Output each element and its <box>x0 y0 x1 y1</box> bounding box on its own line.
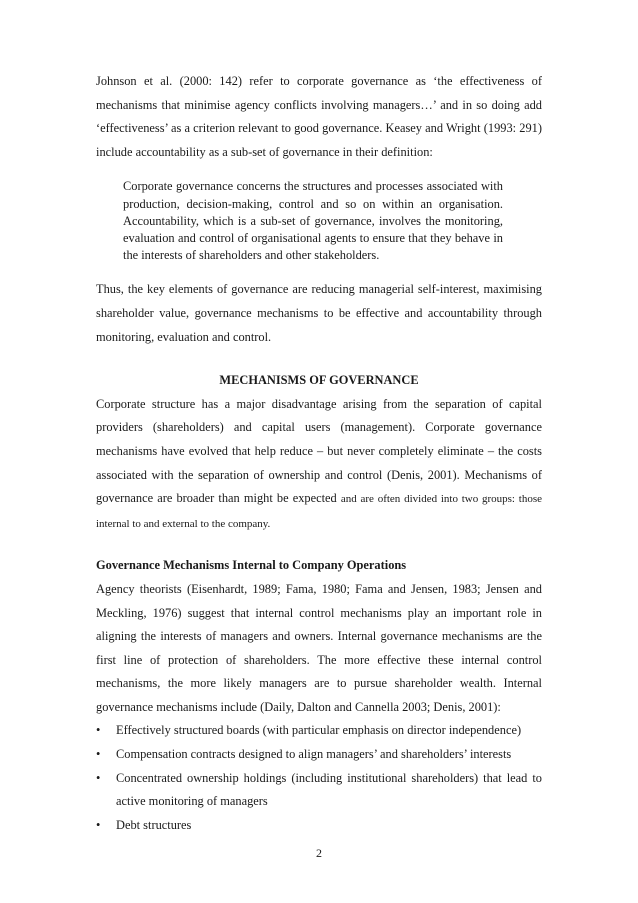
subsection-paragraph: Agency theorists (Eisenhardt, 1989; Fama, 1980; Fama and Jensen, 1983; Jensen and Meckling, 1976) suggest that internal control mechanisms play an important role in aligning the interests of managers and owners. Internal governance mechanisms are the first line of protection of shareholders. The more effective these internal control mechanisms, the more likely managers are to pursue shareholder wealth. Internal governance mechanisms include (Daily, Dalton and Cannella 2003; Denis, 2001): <box>96 581 542 714</box>
list-item-text: Compensation contracts designed to align managers’ and shareholders’ interests <box>116 747 512 762</box>
subsection-heading: Governance Mechanisms Internal to Company Operations <box>96 558 407 573</box>
section-heading: MECHANISMS OF GOVERNANCE <box>219 373 419 388</box>
intro-paragraph: Johnson et al. (2000: 142) refer to corporate governance as ‘the effectiveness of mechanisms that minimise agency conflicts involving managers…’ and in so doing add ‘effectiveness’ as a criterion relevant to good governance. Keasey and Wright (1993: 291) include accountability as a sub-set of governance in their definition: <box>96 74 542 159</box>
bullet-icon: • <box>96 770 101 785</box>
document-page <box>96 70 542 837</box>
section-paragraph <box>96 393 542 537</box>
bullet-icon: • <box>96 723 101 738</box>
list-item <box>96 814 542 838</box>
bullet-icon: • <box>96 817 101 832</box>
section-paragraph-main: Corporate structure has a major disadvantage arising from the separation of capital providers (shareholders) and capital users (management). Corporate governance mechanisms have evolved that help reduce – but never completely eliminate – the costs associated with the separation of ownership and control (Denis, 2001). Mechanisms of governance are broader than might be expected <box>96 396 542 506</box>
bullet-icon: • <box>96 747 101 762</box>
summary-paragraph: Thus, the key elements of governance are reducing managerial self-interest, maximising shareholder value, governance mechanisms to be effective and accountability through monitoring, evaluation and control. <box>96 282 542 344</box>
block-quote: Corporate governance concerns the structures and processes associated with production, decision-making, control and so on within an organisation. Accountability, which is a sub-set of governance, involves the monitoring, evaluation and control of organisational agents to ensure that they behave in the interests of shareholders and other stakeholders. <box>123 179 503 263</box>
page-number: 2 <box>316 846 322 860</box>
list-item-text: Debt structures <box>116 817 192 832</box>
section-paragraph-tail: and are often divided into two groups: those internal to and external to the company. <box>96 493 542 530</box>
mechanisms-list <box>96 719 542 837</box>
list-item <box>96 767 542 814</box>
list-item <box>96 743 542 767</box>
list-item-text: Concentrated ownership holdings (including institutional shareholders) that lead to active monitoring of managers <box>116 770 542 809</box>
list-item-text: Effectively structured boards (with particular emphasis on director independence) <box>116 723 522 738</box>
list-item <box>96 719 542 743</box>
